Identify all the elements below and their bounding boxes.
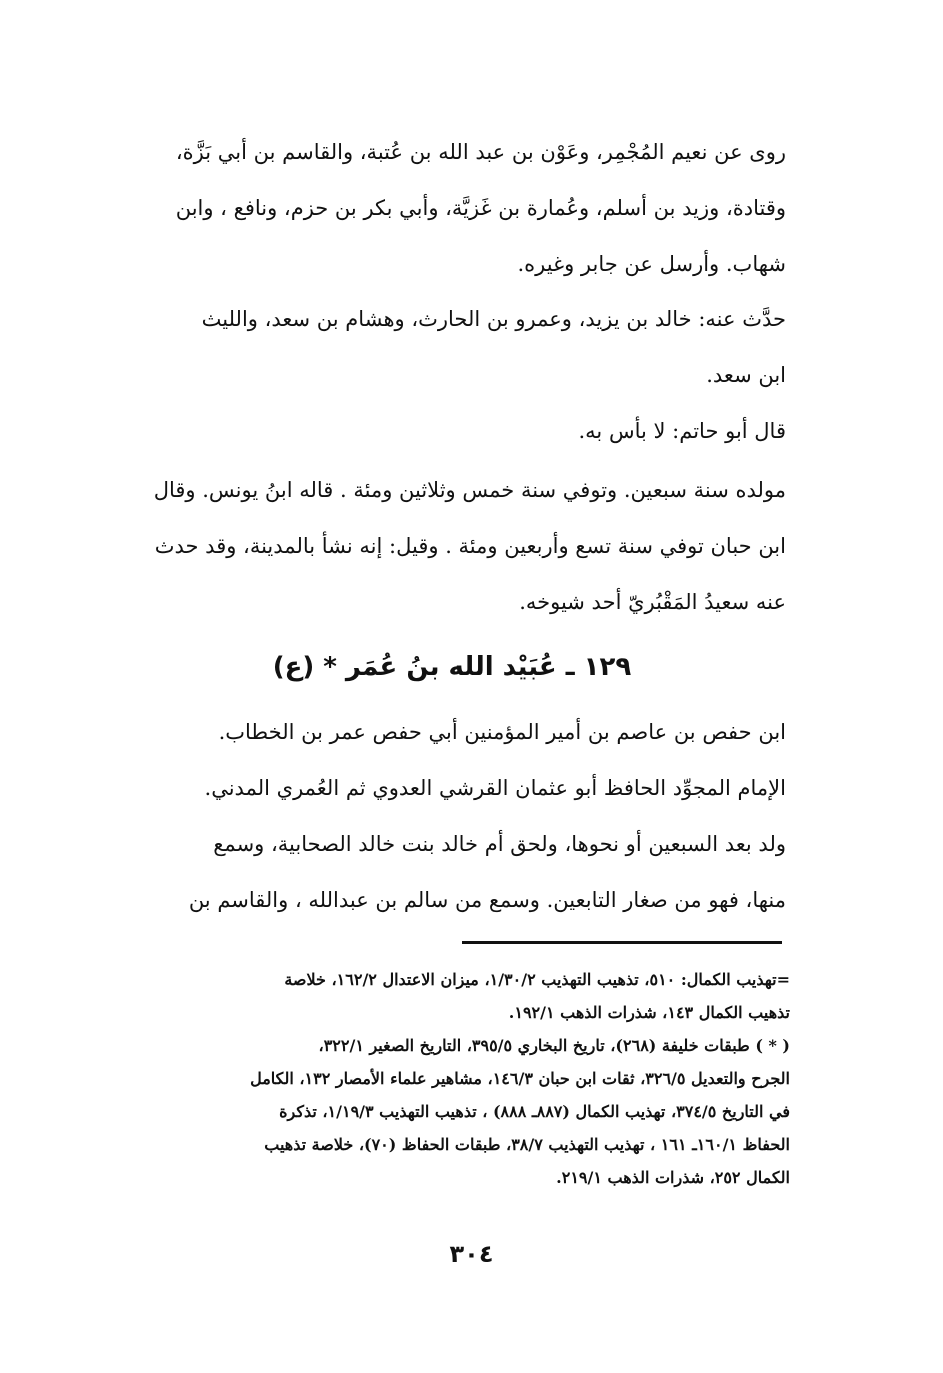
page-number: ٣٠٤ — [449, 1240, 494, 1268]
footnote-divider — [462, 941, 782, 944]
text-line: الإمام المجوِّد الحافظ أبو عثمان القرشي العدوي ثم العُمري المدني. — [204, 776, 786, 800]
paragraph-biography — [118, 816, 786, 928]
footnote-line: تذهيب الكمال ١٤٣، شذرات الذهب ١٩٢/١. — [508, 1003, 790, 1022]
paragraph-lineage — [118, 704, 786, 816]
text-line: ابن حبان توفي سنة تسع وأربعين ومئة . وقيل: إنه نشأ بالمدينة، وقد حدث — [154, 534, 786, 558]
footnote-line: ( * ) طبقات خليفة (٢٦٨)، تاريخ البخاري ٣٩٥/٥، التاريخ الصغير ٣٢٢/١، — [318, 1036, 790, 1055]
text-line: ولد بعد السبعين أو نحوها، ولحق أم خالد بنت خالد الصحابية، وسمع — [213, 832, 786, 856]
text-line: شهاب. وأرسل عن جابر وغيره. — [517, 252, 786, 276]
footnote-line: الكمال ٢٥٢، شذرات الذهب ٢١٩/١. — [556, 1168, 790, 1187]
footnote-line: الجرح والتعديل ٣٢٦/٥، ثقات ابن حبان ١٤٦/٣، مشاهير علماء الأمصار ١٣٢، الكامل — [250, 1069, 790, 1088]
text-line: منها، فهو من صغار التابعين. وسمع من سالم بن عبدالله ، والقاسم بن — [188, 888, 786, 912]
text-line: مولده سنة سبعين. وتوفي سنة خمس وثلاثين ومئة . قاله ابنُ يونس. وقال — [153, 478, 786, 502]
entry-heading: ١٢٩ ـ عُبَيْد الله بنُ عُمَر * (ع) — [272, 652, 632, 682]
paragraph-students — [118, 291, 786, 403]
footnote-line: الحفاظ ١٦٠/١ـ ١٦١ ، تهذيب التهذيب ٣٨/٧، طبقات الحفاظ (٧٠)، خلاصة تذهيب — [264, 1135, 790, 1154]
paragraph-birth-death — [118, 462, 786, 630]
text-line: قال أبو حاتم: لا بأس به. — [578, 419, 786, 443]
text-line: ابن حفص بن عاصم بن أمير المؤمنين أبي حفص عمر بن الخطاب. — [218, 720, 786, 744]
text-line: حدَّث عنه: خالد بن يزيد، وعمرو بن الحارث، وهشام بن سعد، والليث — [201, 307, 786, 331]
footnote-line: في التاريخ ٣٧٤/٥، تهذيب الكمال (٨٨٧ـ ٨٨٨) ، تذهيب التهذيب ١/١٩/٣، تذكرة — [279, 1102, 790, 1121]
paragraph-narrators — [118, 124, 786, 292]
paragraph-abu-hatim — [118, 403, 786, 459]
text-line: وقتادة، وزيد بن أسلم، وعُمارة بن غَزيَّة، وأبي بكر بن حزم، ونافع ، وابن — [175, 196, 786, 220]
text-line: روى عن نعيم المُجْمِر، وعَوْن بن عبد الله بن عُتبة، والقاسم بن أبي بَزَّة، — [175, 140, 786, 164]
footnotes — [118, 963, 790, 1194]
footnote-line: =تهذيب الكمال: ٥١٠، تذهيب التهذيب ١/٣٠/٢، ميزان الاعتدال ١٦٢/٢، خلاصة — [284, 970, 790, 989]
text-line: عنه سعيدُ المَقْبُريّ أحد شيوخه. — [519, 590, 786, 614]
text-line: ابن سعد. — [706, 363, 786, 387]
